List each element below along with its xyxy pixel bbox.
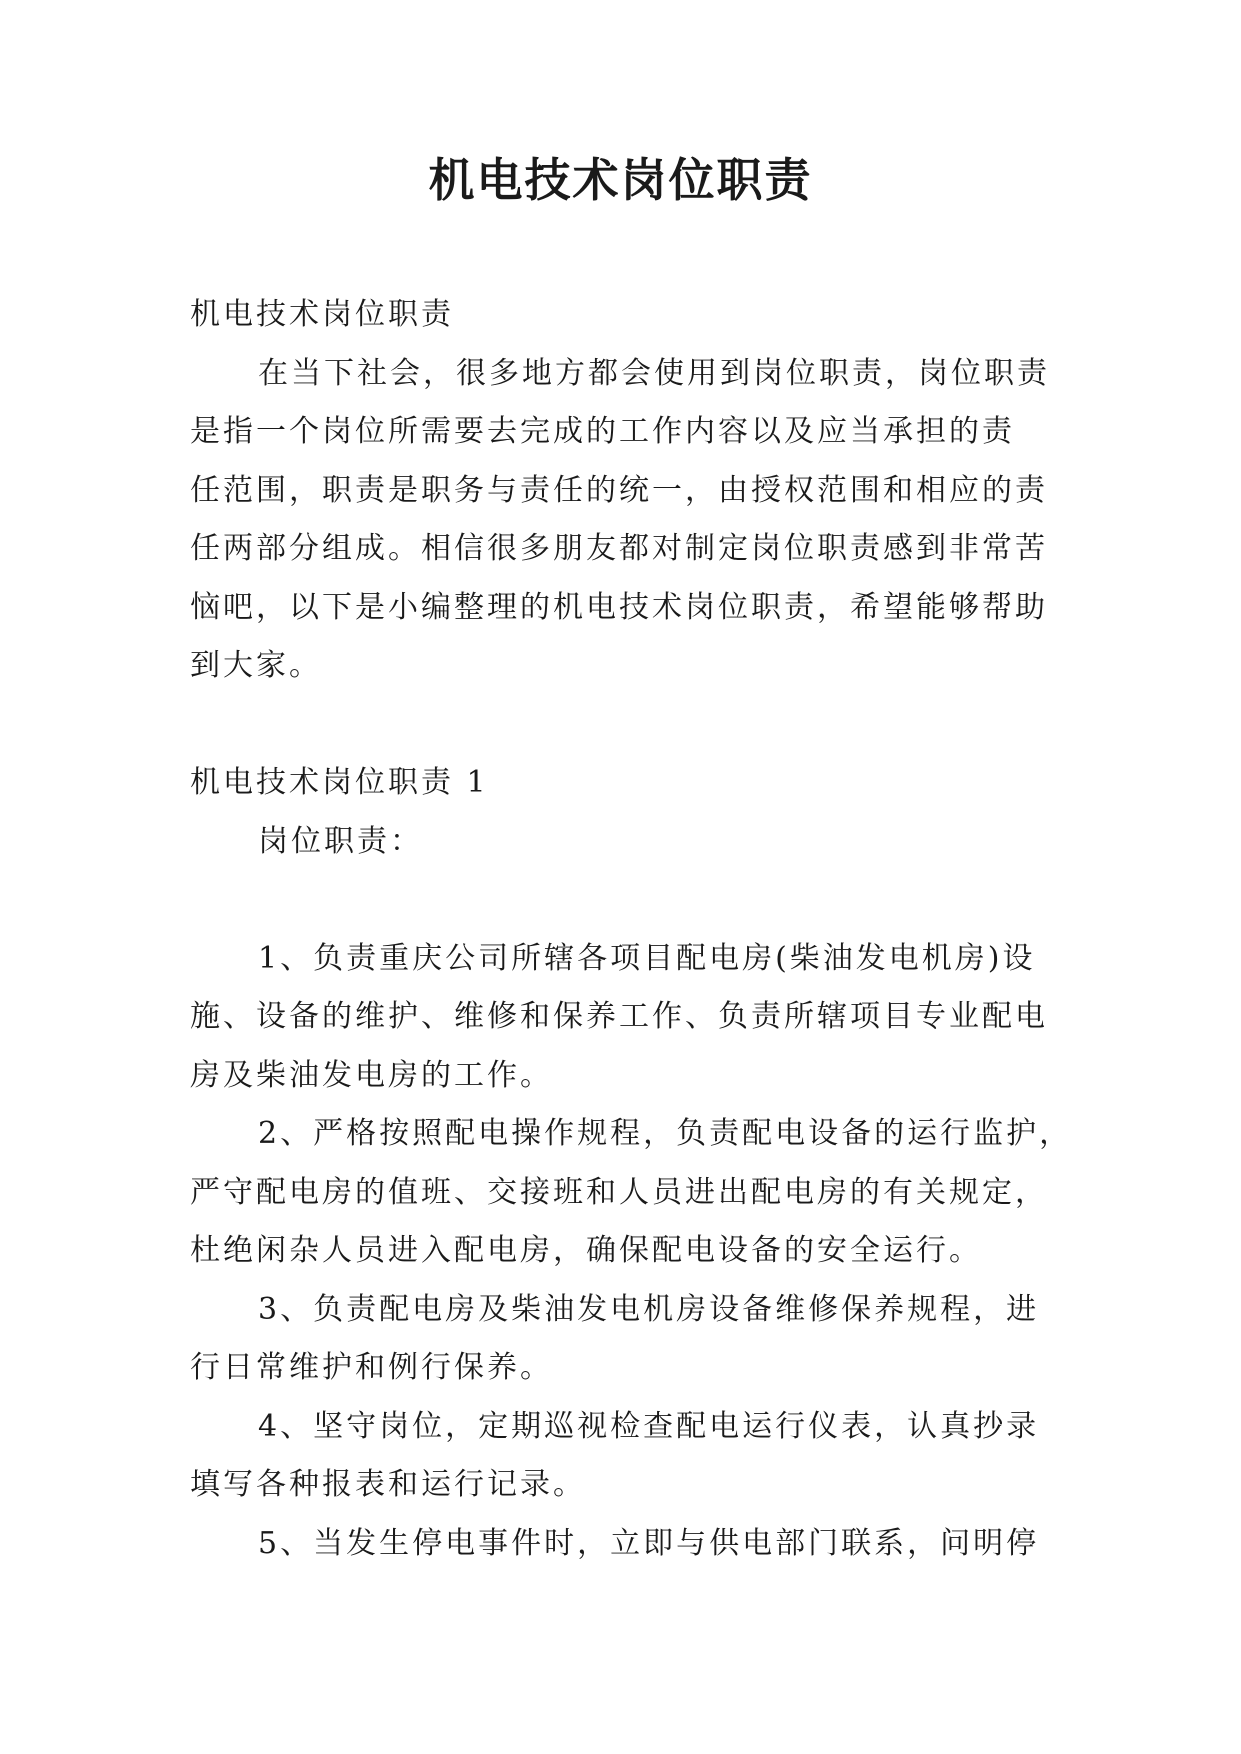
duty-item-line: 房及柴油发电房的工作。 (190, 1057, 553, 1093)
spacer (190, 696, 1060, 755)
intro-line: 恼吧，以下是小编整理的机电技术岗位职责，希望能够帮助 (190, 589, 1048, 625)
document-body (190, 286, 1073, 1573)
intro-line: 在当下社会，很多地方都会使用到岗位职责，岗位职责 (258, 355, 1050, 391)
document-subtitle: 机电技术岗位职责 (190, 297, 454, 332)
intro-line: 任两部分组成。相信很多朋友都对制定岗位职责感到非常苦 (190, 531, 1048, 566)
duty-item-line: 1、负责重庆公司所辖各项目配电房(柴油发电机房)设 (258, 940, 1036, 976)
intro-line: 任范围，职责是职务与责任的统一，由授权范围和相应的责 (190, 472, 1048, 508)
duty-item-line: 5、当发生停电事件时，立即与供电部门联系，问明停 (258, 1525, 1040, 1561)
intro-line: 是指一个岗位所需要去完成的工作内容以及应当承担的责 (190, 414, 1015, 449)
duty-item-line: 填写各种报表和运行记录。 (190, 1467, 586, 1502)
duty-item-line: 严守配电房的值班、交接班和人员进出配电房的有关规定， (190, 1174, 1048, 1210)
intro-line: 到大家。 (190, 648, 322, 683)
duty-item-line: 3、负责配电房及柴油发电机房设备维修保养规程，进 (258, 1291, 1040, 1327)
duty-item-line: 2、严格按照配电操作规程，负责配电设备的运行监护， (258, 1116, 1073, 1151)
section-heading: 机电技术岗位职责 1 (190, 765, 489, 800)
document-title: 机电技术岗位职责 (428, 153, 813, 207)
duty-item-line: 杜绝闲杂人员进入配电房，确保配电设备的安全运行。 (190, 1233, 982, 1268)
duty-item-line: 行日常维护和例行保养。 (190, 1350, 553, 1385)
duty-item-line: 4、坚守岗位，定期巡视检查配电运行仪表，认真抄录 (258, 1408, 1040, 1444)
spacer (190, 871, 1060, 930)
duties-label: 岗位职责： (258, 823, 423, 859)
duty-item-line: 施、设备的维护、维修和保养工作、负责所辖项目专业配电 (190, 999, 1048, 1034)
